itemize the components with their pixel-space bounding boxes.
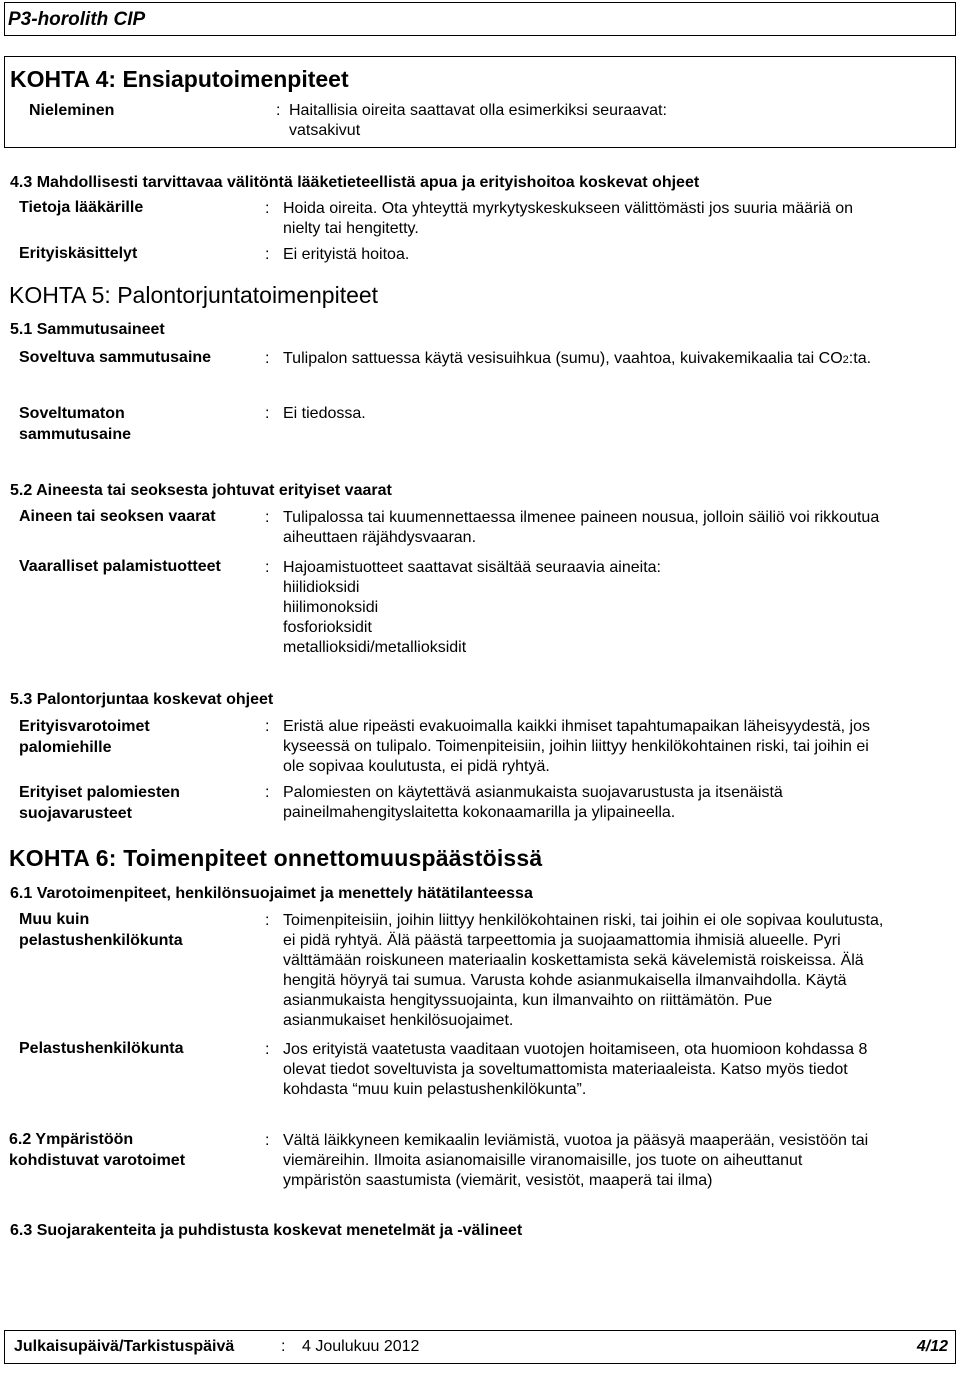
page-number: 4/12	[916, 1338, 948, 1355]
section4-title: KOHTA 4: Ensiaputoimenpiteet	[10, 66, 349, 92]
firefighter-precautions-colon: :	[265, 718, 270, 735]
emergency-responders-value: Jos erityistä vaatetusta vaaditaan vuotojen hoitamiseen, ota huomioon kohdassa 8 olevat tiedot soveltuvista ja soveltumattomista materiaaleista. Katso myös tiedot kohdasta “muu kuin pelastushenkilökunta”.	[283, 1041, 868, 1098]
subsection-4-3: 4.3 Mahdollisesti tarvittavaa välitöntä lääketieteellistä apua ja erityishoitoa koskevat ohjeet	[10, 174, 700, 191]
footer-date-label: Julkaisupäivä/Tarkistuspäivä	[14, 1338, 235, 1355]
section6-title: KOHTA 6: Toimenpiteet onnettomuuspäästöissä	[9, 845, 543, 871]
subsection-5-3: 5.3 Palontorjuntaa koskevat ohjeet	[10, 691, 274, 708]
footer-colon: :	[281, 1338, 286, 1355]
suitable-media-colon: :	[265, 350, 270, 367]
firefighter-precautions-label: Erityisvarotoimet palomiehille	[19, 718, 150, 756]
special-treatment-colon: :	[265, 246, 270, 263]
combustion-products-colon: :	[265, 559, 270, 576]
footer-box	[4, 1330, 956, 1364]
unsuitable-media-colon: :	[265, 405, 270, 422]
suitable-media-label: Soveltuva sammutusaine	[19, 349, 212, 366]
combustion-products-value: Hajoamistuotteet saattavat sisältää seuraavia aineita: hiilidioksidi hiilimonoksidi fosforioksidit metallioksidi/metallioksidit	[283, 559, 661, 656]
hazards-value: Tulipalossa tai kuumennettaessa ilmenee paineen nousua, jolloin säiliö voi rikkoutua aiheuttaen räjähdysvaaran.	[283, 509, 880, 546]
footer-date-value: 4 Joulukuu 2012	[302, 1338, 420, 1355]
hazards-label: Aineen tai seoksen vaarat	[19, 508, 216, 525]
unsuitable-media-label: Soveltumaton sammutusaine	[19, 405, 132, 443]
environmental-colon: :	[265, 1132, 270, 1149]
subsection-5-1: 5.1 Sammutusaineet	[10, 321, 165, 338]
doctor-info-colon: :	[265, 200, 270, 217]
subsection-6-1: 6.1 Varotoimenpiteet, henkilönsuojaimet ja menettely hätätilanteessa	[10, 885, 533, 902]
doctor-info-label: Tietoja lääkärille	[19, 199, 144, 216]
suitable-media-value	[283, 349, 871, 370]
environmental-value: Vältä läikkyneen kemikaalin leviämistä, vuotoa ja pääsyä maaperään, vesistöön tai viemäreihin. Ilmoita asianomaisille viranomaisille, jos tuote on aiheuttanut ympäristön saastumista (viemärit, vesistöt, maaperä tai ilma)	[283, 1132, 869, 1189]
unsuitable-media-value: Ei tiedossa.	[283, 405, 366, 422]
section5-title: KOHTA 5: Palontorjuntatoimenpiteet	[9, 282, 379, 308]
non-emergency-label: Muu kuin pelastushenkilökunta	[19, 911, 183, 949]
suitable-media-text: Tulipalon sattuessa käytä vesisuihkua (sumu), vaahtoa, kuivakemikaalia tai CO	[283, 350, 843, 367]
non-emergency-colon: :	[265, 912, 270, 929]
subsection-5-2: 5.2 Aineesta tai seoksesta johtuvat erityiset vaarat	[10, 482, 392, 499]
suitable-media-subscript: 2	[842, 354, 849, 366]
environmental-label: 6.2 Ympäristöön kohdistuvat varotoimet	[9, 1131, 186, 1169]
emergency-responders-colon: :	[265, 1041, 270, 1058]
non-emergency-value: Toimenpiteisiin, joihin liittyy henkilökohtainen riski, tai joihin ei ole sopivaa koulutusta, ei pidä ryhtyä. Älä päästä tarpeettomia ja suojaamattomia ihmisiä alueelle. Pyri välttämään roiskuneen materiaalin koskettamista sekä kävelemistä roiskeissa. Älä hengitä höyryä tai sumua. Varusta kohde asianmukaisella ilmanvaihdolla. Käytä asianmukaista hengityssuojainta, kun ilmanvaihto on riittämätön. Pue asianmukaiset henkilösuojaimet.	[283, 912, 884, 1029]
hazards-colon: :	[265, 509, 270, 526]
combustion-products-label: Vaaralliset palamistuotteet	[19, 558, 221, 575]
firefighter-equipment-label: Erityiset palomiesten suojavarusteet	[19, 784, 180, 822]
firefighter-equipment-value: Palomiesten on käytettävä asianmukaista suojavarustusta ja itsenäistä paineilmahengityslaitetta kokonaamarilla ja ylipaineella.	[283, 784, 783, 821]
doctor-info-value: Hoida oireita. Ota yhteyttä myrkytyskeskukseen välittömästi jos suuria määriä on nielty tai hengitetty.	[283, 200, 854, 237]
firefighter-precautions-value: Eristä alue ripeästi evakuoimalla kaikki ihmiset tapahtumapaikan läheisyydestä, jos kyseessä on tulipalo. Toimenpiteisiin, joihin liittyy henkilökohtainen riski, tai joihin ei ole sopivaa koulutusta, ei pidä ryhtyä.	[283, 718, 870, 775]
suitable-media-suffix: :ta.	[848, 350, 872, 367]
special-treatment-label: Erityiskäsittelyt	[19, 245, 138, 262]
ingestion-label: Nieleminen	[29, 102, 115, 119]
ingestion-colon: :	[276, 102, 281, 119]
ingestion-value: Haitallisia oireita saattavat olla esimerkiksi seuraavat: vatsakivut	[289, 102, 667, 139]
emergency-responders-label: Pelastushenkilökunta	[19, 1040, 184, 1057]
header-box	[4, 2, 956, 36]
firefighter-equipment-colon: :	[265, 784, 270, 801]
subsection-6-3: 6.3 Suojarakenteita ja puhdistusta koskevat menetelmät ja -välineet	[10, 1222, 523, 1239]
product-name: P3-horolith CIP	[8, 9, 146, 30]
special-treatment-value: Ei erityistä hoitoa.	[283, 246, 410, 263]
